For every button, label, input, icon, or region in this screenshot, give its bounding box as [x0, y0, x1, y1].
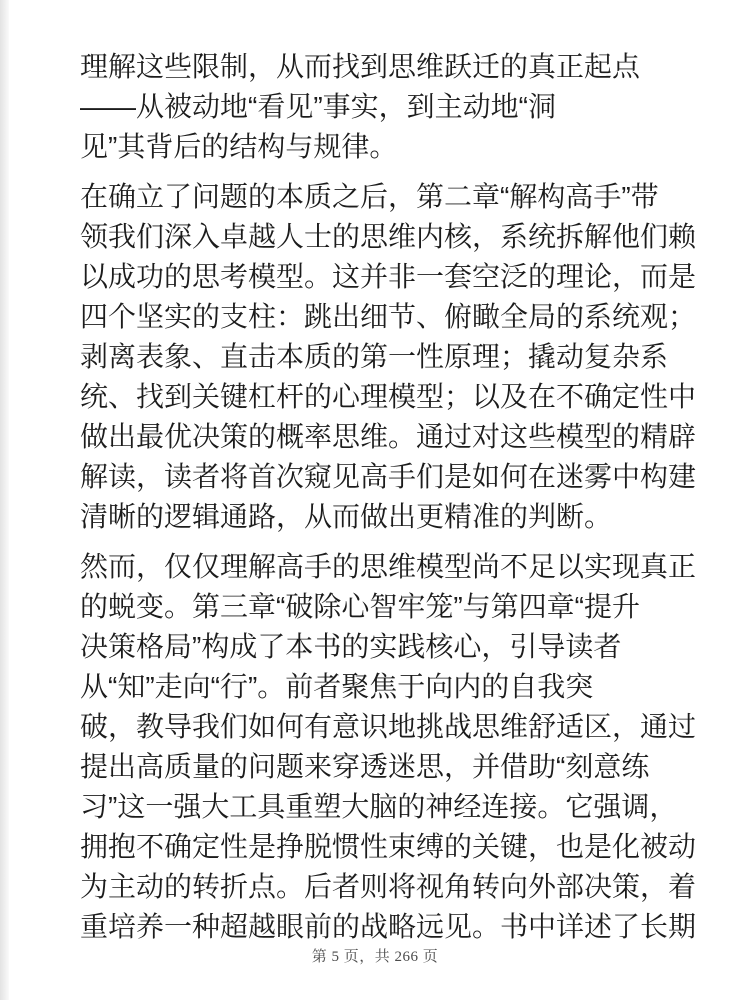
paragraph: [80, 47, 680, 167]
text-line: 做出最优决策的概率思维。通过对这些模型的精辟: [80, 421, 697, 452]
text-line: 重培养一种超越眼前的战略远见。书中详述了长期: [80, 911, 697, 942]
text-line: 见”其背后的结构与规律。: [80, 131, 398, 162]
text-line: 从“知”走向“行”。前者聚焦于向内的自我突: [80, 671, 594, 702]
page-text-content: [80, 47, 697, 947]
paragraph: [80, 547, 697, 947]
text-line: 习”这一强大工具重塑大脑的神经连接。它强调，: [80, 791, 678, 822]
text-line: 四个坚实的支柱：跳出细节、俯瞰全局的系统观；: [80, 301, 697, 332]
text-line: 以成功的思考模型。这并非一套空泛的理论，而是: [80, 261, 697, 292]
page-number-footer: 第 5 页，共 266 页: [311, 949, 439, 965]
text-line: 的蜕变。第三章“破除心智牢笼”与第四章“提升: [80, 591, 640, 622]
text-line: ——从被动地“看见”事实，到主动地“洞: [80, 91, 556, 122]
text-line: 在确立了问题的本质之后，第二章“解构高手”带: [80, 181, 659, 212]
text-line: 为主动的转折点。后者则将视角转向外部决策，着: [80, 871, 697, 902]
text-line: 统、找到关键杠杆的心理模型；以及在不确定性中: [80, 381, 697, 412]
text-line: 破，教导我们如何有意识地挑战思维舒适区，通过: [80, 711, 697, 742]
text-line: 然而，仅仅理解高手的思维模型尚不足以实现真正: [80, 551, 697, 582]
text-line: 领我们深入卓越人士的思维内核，系统拆解他们赖: [80, 221, 697, 252]
paragraph: [80, 177, 697, 537]
text-line: 决策格局”构成了本书的实践核心，引导读者: [80, 631, 622, 662]
text-line: 理解这些限制，从而找到思维跃迁的真正起点: [80, 51, 641, 82]
page-edge-shadow: [0, 0, 9, 1000]
text-line: 提出高质量的问题来穿透迷思，并借助“刻意练: [80, 751, 650, 782]
text-line: 解读，读者将首次窥见高手们是如何在迷雾中构建: [80, 461, 697, 492]
text-line: 清晰的逻辑通路，从而做出更精准的判断。: [80, 501, 613, 532]
text-line: 剥离表象、直击本质的第一性原理；撬动复杂系: [80, 341, 669, 372]
text-line: 拥抱不确定性是挣脱惯性束缚的关键，也是化被动: [80, 831, 697, 862]
